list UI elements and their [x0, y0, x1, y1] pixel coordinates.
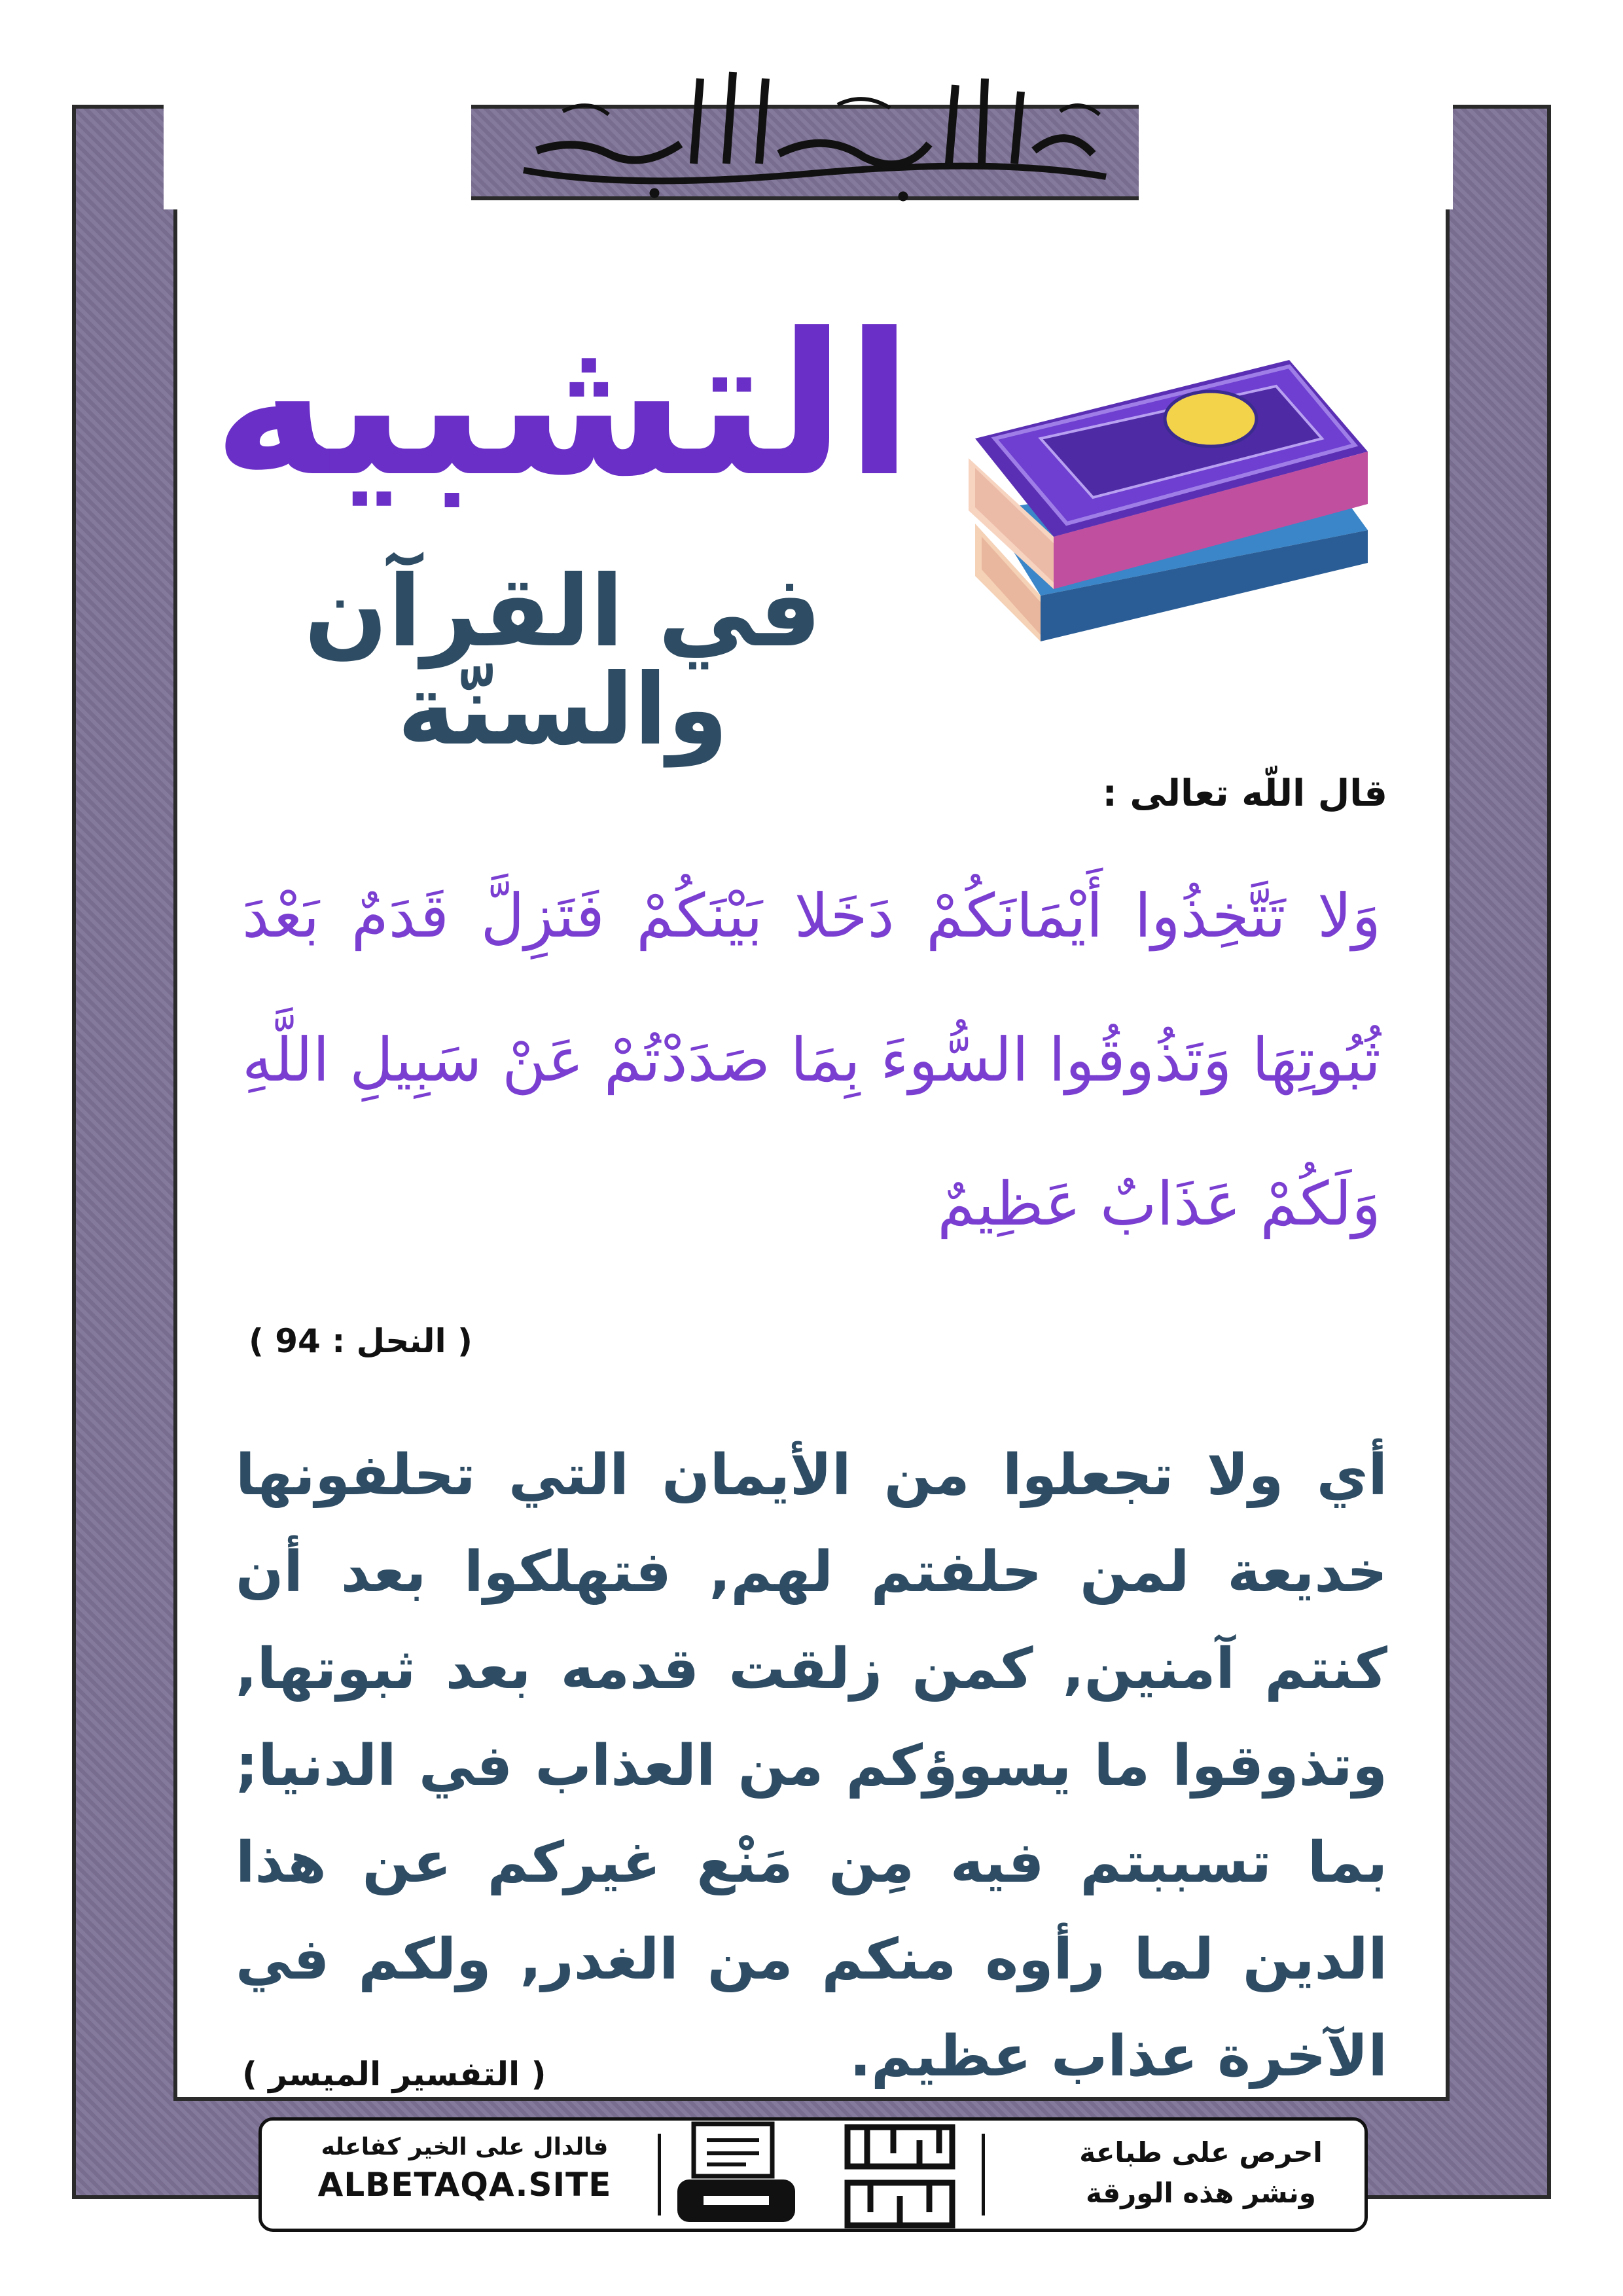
intro-text: قال اللّه تعالى : [1102, 772, 1387, 815]
verse-reference: ( النحل : 94 ) [249, 1322, 473, 1360]
frame-gap-right [1139, 98, 1453, 209]
page-title: التشبيه [212, 291, 914, 520]
logo-text: دعوة الورقة [900, 2179, 903, 2180]
tafsir-text: أي ولا تجعلوا من الأيمان التي تحلفونها خديعة لمن حلفتم لهم, فتهلكوا بعد أن كنتم آمنين, كمن زلقت قدمه بعد ثبوتها, وتذوقوا ما يسوؤكم من العذاب في الدنيا; بما تسببتم فيه مِن مَنْع غيركم عن هذا الدين لما رأوه منكم من الغدر, ولكم في الآخرة عذاب عظيم. [236, 1443, 1387, 2089]
tafsir-reference: ( التفسير الميسر ) [242, 2055, 546, 2093]
basmala-text: بسم الله الرحمن الرحيم [812, 203, 819, 204]
footer-print-line1: احرص على طباعة [1079, 2136, 1323, 2168]
printer-icon [668, 2117, 805, 2235]
footer-website[interactable]: ALBETAQA.SITE [317, 2166, 612, 2204]
footer-divider-2 [982, 2134, 985, 2215]
quran-verse: وَلا تَتَّخِذُوا أَيْمَانَكُمْ دَخَلا بَيْنَكُمْ فَتَزِلَّ قَدَمٌ بَعْدَ ثُبُوتِهَا وَتَذُوقُوا السُّوءَ بِمَا صَدَدْتُمْ عَنْ سَبِيلِ اللَّهِ وَلَكُمْ عَذَابٌ عَظِيمٌ [242, 881, 1381, 1239]
footer-divider [658, 2134, 661, 2215]
footer-motto: فالدال على الخير كفاعله [321, 2134, 609, 2161]
logo-mark [834, 2114, 965, 2235]
books-illustration [949, 288, 1407, 694]
footer-right [1057, 2127, 1345, 2227]
page-subtitle: في القرآن والسنّة [304, 555, 822, 767]
basmala-calligraphy [497, 39, 1126, 209]
frame-gap-left [164, 98, 471, 209]
footer-left [281, 2127, 648, 2222]
footer-print-line2: ونشر هذه الورقة [1086, 2177, 1316, 2209]
footer-bar [259, 2117, 1368, 2232]
